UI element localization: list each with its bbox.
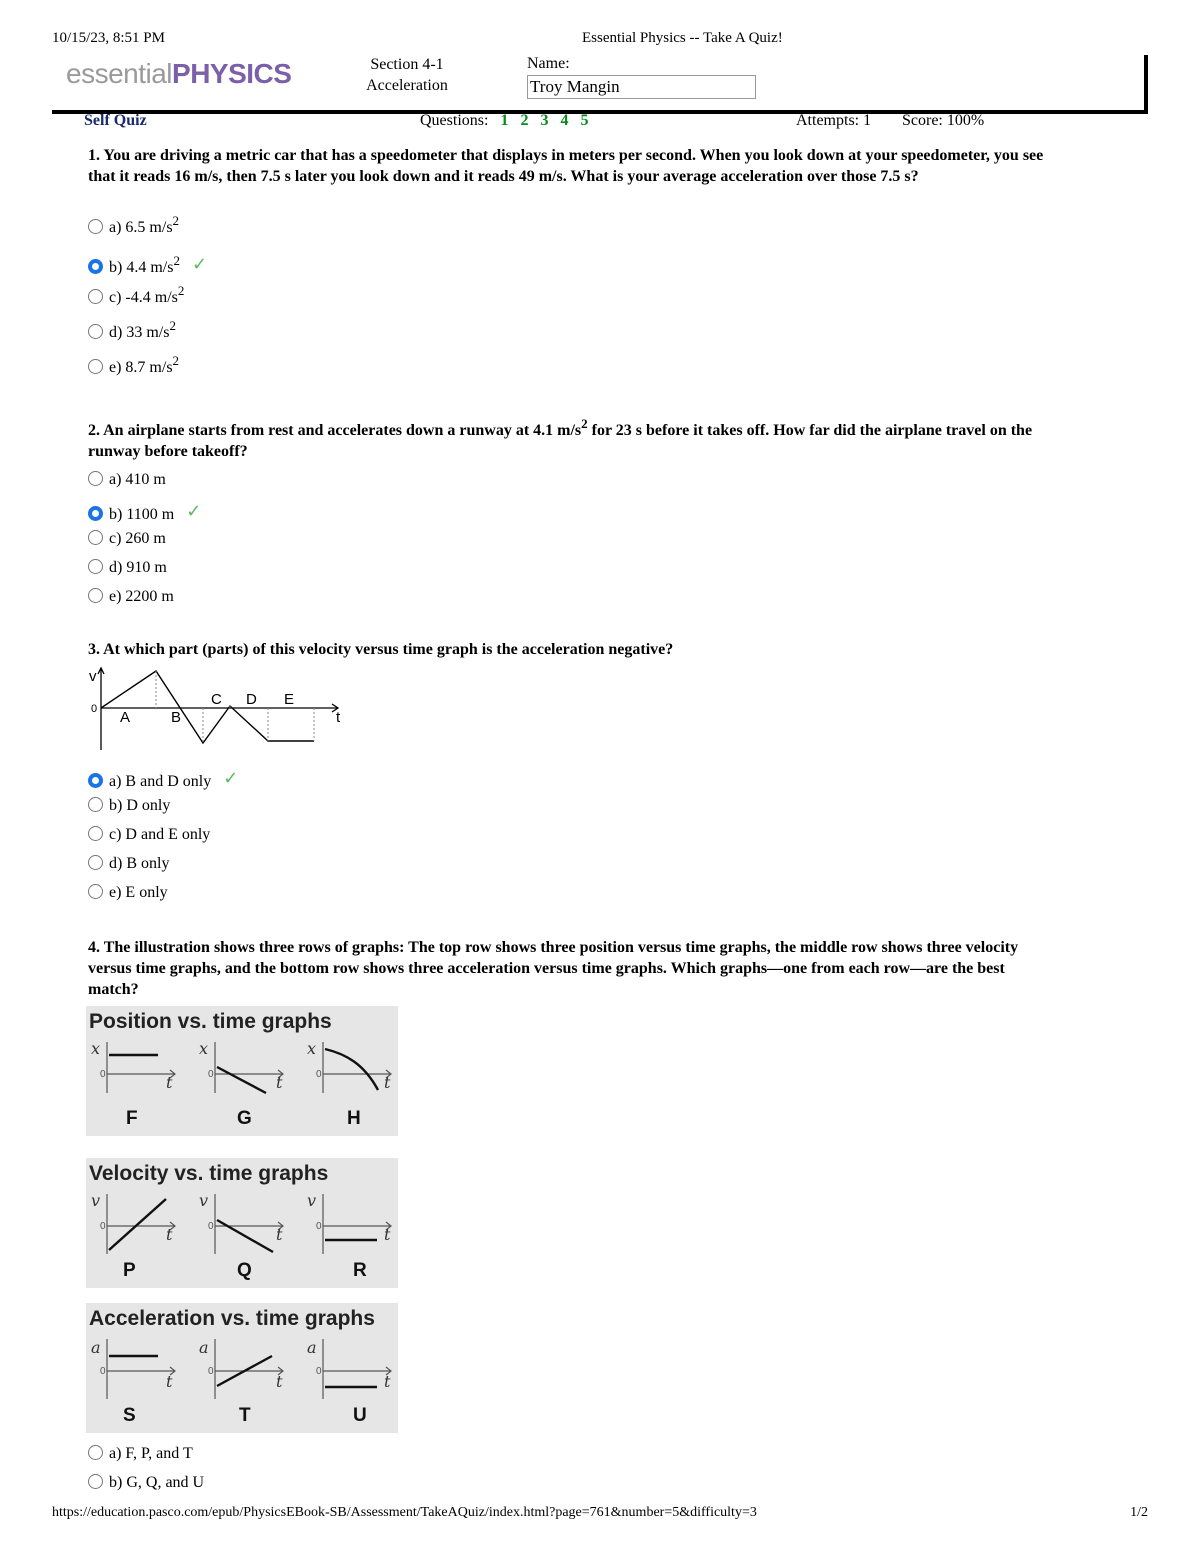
question-link-4[interactable]: 4 <box>560 112 569 129</box>
quiz-header <box>52 52 1148 114</box>
acc-u-zero: 0 <box>316 1366 322 1377</box>
acc-s-t-label: t <box>166 1372 173 1391</box>
quiz-status-bar <box>84 112 1084 132</box>
velocity-panel-title: Velocity vs. time graphs <box>89 1162 329 1185</box>
acceleration-graphs-panel <box>86 1303 398 1433</box>
acc-u-axis-label: a <box>307 1338 317 1357</box>
vel-p-t-label: t <box>166 1225 173 1244</box>
question-2-text: 2. An airplane starts from rest and accelerates down a runway at 4.1 $m/s^2$ for 23 s before it takes off. How far did the airplane travel on the runway before takeoff? <box>88 416 1033 460</box>
acc-t-axis-label: a <box>199 1338 209 1357</box>
q1-option-b[interactable]: b) 4.4 $m/s^2$ ✓ <box>88 254 207 276</box>
velocity-time-graph <box>88 664 358 759</box>
q2-option-e[interactable]: e) 2200 m <box>88 588 174 610</box>
question-4-text: 4. The illustration shows three rows of graphs: The top row shows three position versus time graphs, the middle row shows three velocity versus time graphs, and the bottom row shows three acceleration versus time graphs. Which graphs—one from each row—are the best match? <box>88 939 1019 998</box>
acceleration-panel-title: Acceleration vs. time graphs <box>89 1307 375 1330</box>
q4-radio-a[interactable] <box>88 1445 103 1460</box>
q1-option-e[interactable]: e) 8.7 $m/s^2$ <box>88 359 179 381</box>
q3-radio-a[interactable] <box>88 773 103 788</box>
q3-option-a[interactable]: a) B and D only ✓ <box>88 768 238 790</box>
pos-f-t-label: t <box>166 1073 173 1092</box>
question-3-text: 3. At which part (parts) of this velocity versus time graph is the acceleration negative? <box>88 641 674 658</box>
graph-label-s: S <box>123 1405 136 1426</box>
name-input[interactable] <box>527 75 756 99</box>
print-url: https://education.pasco.com/epub/PhysicsEBook-SB/Assessment/TakeAQuiz/index.html?page=761&number=5&difficulty=3 <box>52 1505 757 1520</box>
correct-check-icon: ✓ <box>223 768 239 789</box>
header-rule-right <box>1144 55 1148 114</box>
q2-option-a[interactable]: a) 410 m <box>88 471 166 493</box>
pos-h-axis-label: x <box>307 1039 317 1058</box>
q2-option-d[interactable]: d) 910 m <box>88 559 167 581</box>
q1-radio-b[interactable] <box>88 259 103 274</box>
q3-option-e[interactable]: e) E only <box>88 884 168 906</box>
q2-radio-c[interactable] <box>88 530 103 545</box>
segment-label-b: B <box>171 709 182 726</box>
question-3 <box>88 639 1048 909</box>
question-1 <box>88 145 1048 385</box>
section-number: Section 4-1 <box>370 56 444 73</box>
print-datetime: 10/15/23, 8:51 PM <box>52 30 165 46</box>
acc-u-t-label: t <box>384 1372 391 1391</box>
velocity-graphs-panel <box>86 1158 398 1288</box>
q2-radio-e[interactable] <box>88 588 103 603</box>
graph-label-h: H <box>347 1108 361 1129</box>
vel-q-zero: 0 <box>208 1221 214 1232</box>
q1-radio-d[interactable] <box>88 324 103 339</box>
graph-label-q: Q <box>237 1260 252 1281</box>
graph-label-t: T <box>239 1405 251 1426</box>
q2-radio-a[interactable] <box>88 471 103 486</box>
pos-g-t-label: t <box>276 1073 283 1092</box>
essential-physics-logo: essentialPHYSICS <box>66 58 292 89</box>
pos-h-t-label: t <box>384 1073 391 1092</box>
vel-p-axis-label: v <box>91 1191 101 1210</box>
question-link-2[interactable]: 2 <box>520 112 529 129</box>
q4-option-b[interactable]: b) G, Q, and U <box>88 1474 204 1496</box>
questions-label: Questions: <box>420 112 489 129</box>
q3-option-c[interactable]: c) D and E only <box>88 826 210 848</box>
pos-f-zero: 0 <box>100 1069 106 1080</box>
graph3-v-label: v <box>89 668 97 685</box>
q1-radio-a[interactable] <box>88 219 103 234</box>
acc-t-zero: 0 <box>208 1366 214 1377</box>
q3-option-b[interactable]: b) D only <box>88 797 170 819</box>
pos-g-axis-label: x <box>199 1039 209 1058</box>
question-link-5[interactable]: 5 <box>580 112 589 129</box>
q2-option-b[interactable]: b) 1100 m ✓ <box>88 501 201 523</box>
graph-label-g: G <box>237 1108 252 1129</box>
q2-radio-d[interactable] <box>88 559 103 574</box>
vel-q-t-label: t <box>276 1225 283 1244</box>
q2-option-c[interactable]: c) 260 m <box>88 530 166 552</box>
q1-option-c[interactable]: c) -4.4 $m/s^2$ <box>88 289 184 311</box>
vel-r-zero: 0 <box>316 1221 322 1232</box>
question-1-text: 1. You are driving a metric car that has a speedometer that displays in meters per second. When you look down at your speedometer, you see that it reads 16 m/s, then 7.5 s later you look down and it reads 49 m/s. What is your average acceleration over those 7.5 s? <box>88 147 1044 185</box>
question-link-1[interactable]: 1 <box>500 112 509 129</box>
vel-p-zero: 0 <box>100 1221 106 1232</box>
vel-q-axis-label: v <box>199 1191 209 1210</box>
questions-nav <box>420 112 588 130</box>
segment-label-d: D <box>246 691 257 708</box>
score: Score: 100% <box>902 112 985 129</box>
acc-s-axis-label: a <box>91 1338 101 1357</box>
self-quiz-label: Self Quiz <box>84 112 147 129</box>
name-label: Name: <box>527 55 570 72</box>
q1-option-a[interactable]: a) 6.5 $m/s^2$ <box>88 219 179 241</box>
position-panel-title: Position vs. time graphs <box>89 1010 332 1033</box>
segment-label-c: C <box>211 691 222 708</box>
pos-g-zero: 0 <box>208 1069 214 1080</box>
graph-label-f: F <box>126 1108 138 1129</box>
q3-radio-b[interactable] <box>88 797 103 812</box>
section-name: Acceleration <box>366 77 448 94</box>
position-graphs-panel <box>86 1006 398 1136</box>
print-page-number: 1/2 <box>1130 1505 1148 1520</box>
q1-radio-e[interactable] <box>88 359 103 374</box>
graph-label-u: U <box>353 1405 367 1426</box>
vel-p-curve <box>109 1199 166 1250</box>
vel-r-axis-label: v <box>307 1191 317 1210</box>
question-2 <box>88 416 1048 615</box>
pos-g-curve <box>217 1067 266 1093</box>
pos-h-curve <box>325 1049 378 1090</box>
correct-check-icon: ✓ <box>191 254 208 275</box>
graph3-t-label: t <box>336 709 341 726</box>
section-info <box>357 54 457 96</box>
q3-radio-e[interactable] <box>88 884 103 899</box>
q3-radio-d[interactable] <box>88 855 103 870</box>
question-4 <box>88 937 1048 1007</box>
q4-option-a[interactable]: a) F, P, and T <box>88 1445 193 1467</box>
graph-label-r: R <box>353 1260 367 1281</box>
q4-radio-b[interactable] <box>88 1474 103 1489</box>
acc-t-t-label: t <box>276 1372 283 1391</box>
graph-label-p: P <box>123 1260 136 1281</box>
print-title: Essential Physics -- Take A Quiz! <box>582 30 783 46</box>
acc-s-zero: 0 <box>100 1366 106 1377</box>
segment-label-e: E <box>284 691 295 708</box>
pos-f-axis-label: x <box>91 1039 101 1058</box>
correct-check-icon: ✓ <box>186 501 202 522</box>
pos-h-zero: 0 <box>316 1069 322 1080</box>
name-box <box>527 54 756 99</box>
velocity-curve <box>101 671 314 743</box>
vel-r-t-label: t <box>384 1225 391 1244</box>
segment-label-a: A <box>120 709 131 726</box>
q3-radio-c[interactable] <box>88 826 103 841</box>
question-link-3[interactable]: 3 <box>540 112 549 129</box>
q2-radio-b[interactable] <box>88 506 103 521</box>
attempts-count: Attempts: 1 <box>796 112 872 129</box>
graph3-zero-label: 0 <box>91 703 98 715</box>
q1-radio-c[interactable] <box>88 289 103 304</box>
vel-q-curve <box>217 1220 273 1252</box>
q1-option-d[interactable]: d) 33 $m/s^2$ <box>88 324 176 346</box>
print-header <box>52 30 1148 50</box>
q3-option-d[interactable]: d) B only <box>88 855 169 877</box>
